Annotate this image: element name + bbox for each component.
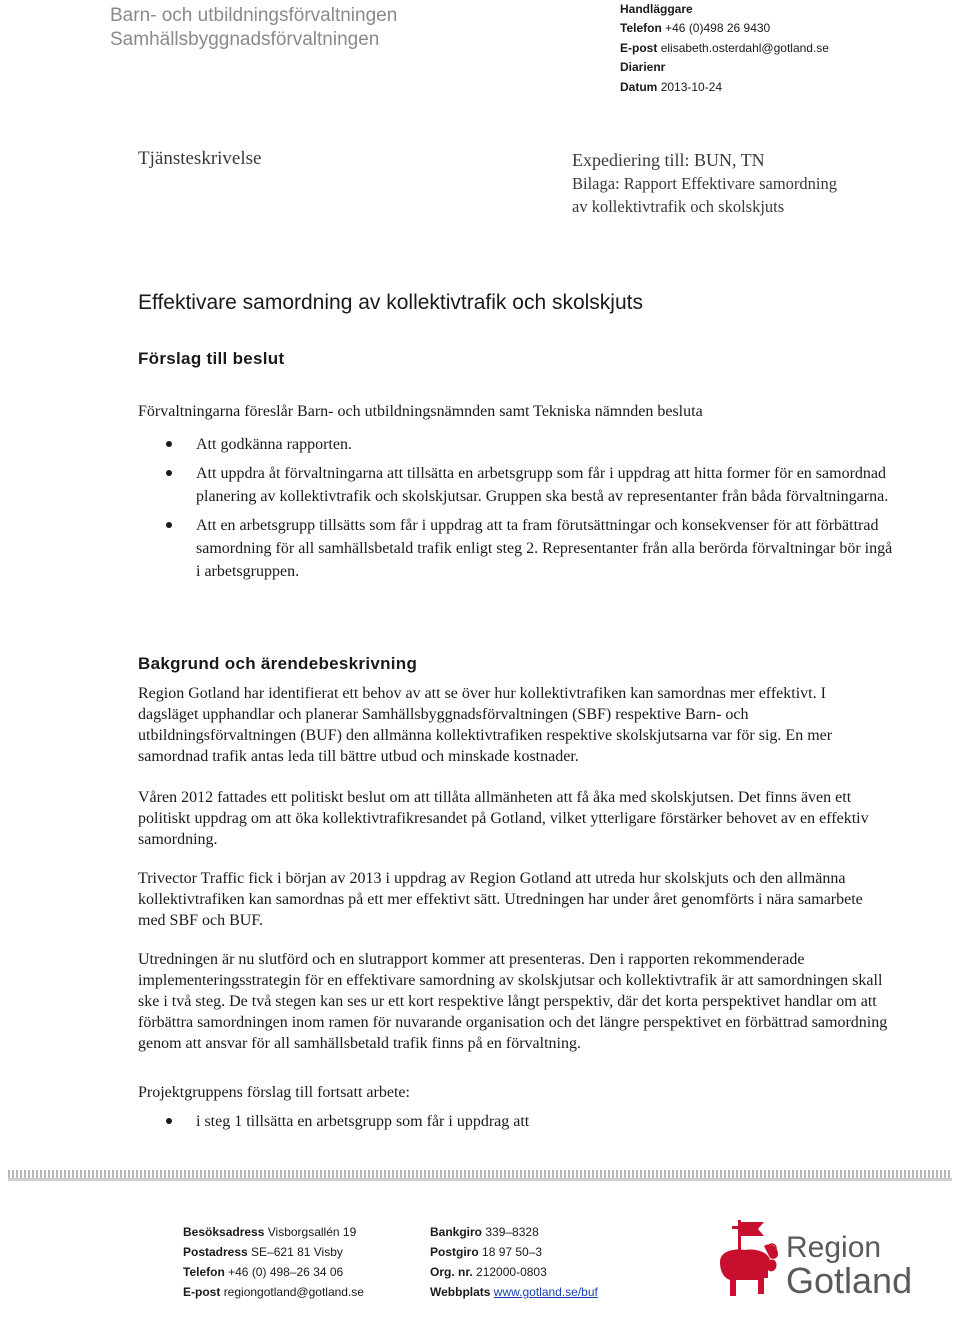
paragraph-2: Våren 2012 fattades ett politiskt beslut om att tillåta allmänheten att få åka med skolskjutsen. Det finns även ett politiskt uppdrag om att öka kollektivtrafikresandet på Gotland, vilket ytterligare förstärker behovet av en effektiv samordning.	[138, 789, 869, 848]
bilaga-line-2: av kollektivtrafik och skolskjuts	[572, 197, 785, 216]
datum-value: 2013-10-24	[660, 79, 723, 94]
bilaga-line-1: Bilaga: Rapport Effektivare samordning	[572, 174, 837, 193]
list-item: Att uppdra åt förvaltningarna att tillsätta en arbetsgrupp som får i uppdrag att hitta former för en samordnad planering av kollektivtrafik och skolskjutsar. Gruppen ska bestå av representanter från båda förvaltningarna.	[166, 462, 896, 508]
footer-visit-address: Besöksadress Visborgsallén 19	[183, 1225, 357, 1239]
datum-row: Datum 2013-10-24	[620, 79, 723, 94]
proposal-bullet-list	[166, 433, 896, 589]
footer-phone: Telefon +46 (0) 498–26 34 06	[183, 1265, 344, 1279]
region-gotland-logo	[712, 1218, 927, 1304]
org-name-secondary: Samhällsbyggnadsförvaltningen	[110, 29, 380, 50]
background-heading: Bakgrund och ärendebeskrivning	[138, 654, 418, 673]
logo-text-region: Region	[786, 1231, 882, 1264]
list-item: Att en arbetsgrupp tillsätts som får i uppdrag att ta fram förutsättningar och konsekvenser för att förbättrad samordning för all samhällsbetald trafik enligt steg 2. Representanter från alla berörda förvaltningar bör ingå i arbetsgruppen.	[166, 514, 896, 583]
bullet-icon	[166, 441, 172, 447]
sheep-emblem-icon	[712, 1218, 782, 1304]
epost-value[interactable]: elisabeth.osterdahl@gotland.se	[660, 40, 829, 55]
proposal-heading: Förslag till beslut	[138, 349, 285, 368]
website-link[interactable]: www.gotland.se/buf	[493, 1285, 598, 1299]
footer-website: Webbplats www.gotland.se/buf	[430, 1285, 598, 1299]
footer-divider-base	[8, 1178, 952, 1181]
org-name-primary: Barn- och utbildningsförvaltningen	[110, 5, 398, 26]
footer-contact-column	[183, 1222, 364, 1302]
document-type: Tjänsteskrivelse	[138, 148, 262, 169]
header-meta	[620, 0, 829, 97]
footer-bankgiro: Bankgiro 339–8328	[430, 1225, 539, 1239]
bullet-icon	[166, 470, 172, 476]
paragraph-4: Utredningen är nu slutförd och en slutrapport kommer att presenteras. Den i rapporten rekommenderade implementeringsstrategin för en effektivare samordning av skolskjutsar och kollektivtrafik är att samordningen skall ske i två steg. De två stegen kan ses ur ett kort respektive långt perspektiv, där det korta perspektivet handlar om att förbättra samordningen inom ramen för nuvarande organisation och det längre perspektivet en förbättrad samordning genom att ansvar för all samhällsbetald trafik finns på en förvaltning.	[138, 951, 888, 1052]
handlaggare-label: Handläggare	[620, 2, 693, 16]
bullet-icon	[166, 522, 172, 528]
logo-text-gotland: Gotland	[786, 1260, 913, 1301]
footer-postgiro: Postgiro 18 97 50–3	[430, 1245, 543, 1259]
project-bullet-list	[166, 1110, 896, 1139]
paragraph-1: Region Gotland har identifierat ett behov av att se över hur kollektivtrafiken kan samordnas mer effektivt. I dagsläget upphandlar och planerar Samhällsbyggnadsförvaltningen (SBF) respektive Barn- och utbildningsförvaltningen (BUF) den allmänna kollektivtrafiken respektive skolskjutsarna var för sig. En mer samordnad trafik antas leda till bättre utbud och minskade kostnader.	[138, 685, 833, 765]
diarienr-row: Diarienr	[620, 60, 666, 75]
expediering-line: Expediering till: BUN, TN	[572, 150, 765, 170]
footer-orgnr: Org. nr. 212000-0803	[430, 1265, 547, 1279]
project-intro: Projektgruppens förslag till fortsatt arbete:	[138, 1084, 410, 1101]
proposal-intro: Förvaltningarna föreslår Barn- och utbildningsnämnden samt Tekniska nämnden besluta	[138, 403, 703, 420]
expediering-block	[572, 148, 837, 218]
footer-divider	[8, 1170, 952, 1178]
telefon-value: +46 (0)498 26 9430	[665, 21, 771, 36]
telefon-row: Telefon +46 (0)498 26 9430	[620, 21, 771, 36]
list-item: Att godkänna rapporten.	[166, 433, 896, 456]
footer-post-address: Postadress SE–621 81 Visby	[183, 1245, 343, 1259]
paragraph-3: Trivector Traffic fick i början av 2013 i uppdrag av Region Gotland att utreda hur skolskjuts och den allmänna kollektivtrafiken kan samordnas på ett mer effektivt sätt. Utredningen har under året genomförts i nära samarbete med SBF och BUF.	[138, 870, 863, 929]
footer-finance-column	[430, 1222, 598, 1302]
document-title: Effektivare samordning av kollektivtrafik och skolskjuts	[138, 291, 643, 314]
footer-email: E-post regiongotland@gotland.se	[183, 1285, 364, 1299]
list-item: i steg 1 tillsätta en arbetsgrupp som får i uppdrag att	[166, 1110, 896, 1133]
bullet-icon	[166, 1118, 172, 1124]
epost-row: E-post elisabeth.osterdahl@gotland.se	[620, 40, 829, 55]
